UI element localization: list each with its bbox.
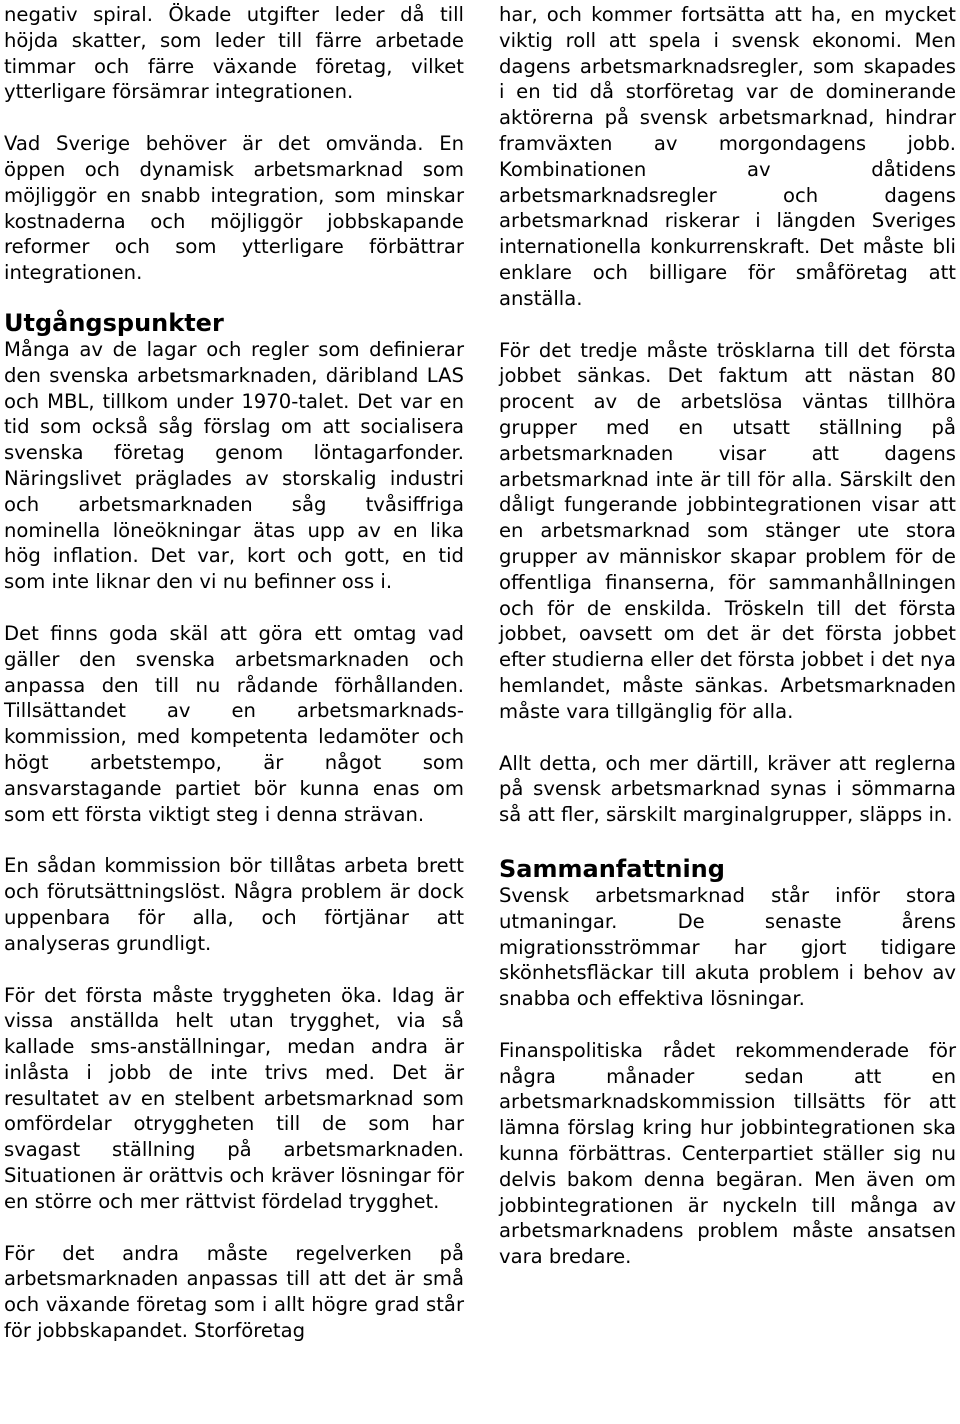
right-column [499, 2, 956, 1296]
section-heading: Utgångspunkter [4, 308, 224, 337]
paragraph: För det tredje måste trösklarna till det första jobbet sänkas. Det faktum att nästan 80 procent av de arbetslösa väntas tillhöra grupper med en utsatt ställning på arbetsmarknaden visar att dagens arbetsmarknad inte är till för alla. Särskilt den dåligt fungerande jobbintegrationen visar att en arbetsmarknad som stänger ute stora grupper av människor skapar problem för de offentliga finanserna, för sammanhållningen och för de enskilda. Tröskeln till det första jobbet, oavsett om det är det första jobbet efter studierna eller det första jobbet i det nya hemlandet, måste sänkas. Arbetsmarknaden måste vara tillgänglig för alla. [499, 338, 956, 723]
paragraph: För det andra måste regelverken på arbetsmarknaden anpassas till att det är små och växande företag som i allt högre grad står för jobbskapandet. Storföretag [4, 1241, 464, 1343]
paragraph: Många av de lagar och regler som definierar den svenska arbetsmarknaden, däribland LAS och MBL, tillkom under 1970-talet. Det var en tid som också såg förslag om att socialisera svenska företag genom löntagarfonder. Näringslivet präglades av storskalig industri och arbetsmarknaden såg tvåsiffriga nominella löneökningar ätas upp av en lika hög inflation. Det var, kort och gott, en tid som inte liknar den vi nu befinner oss i. [4, 337, 464, 594]
paragraph: Finanspolitiska rådet rekommenderade för några månader sedan att en arbetsmarknadskommission tillsätts för att lämna förslag kring hur jobbintegrationen ska kunna förbättras. Centerpartiet ställer sig nu delvis bakom denna begäran. Men även om jobbintegrationen är nyckeln till många av arbetsmarknadens problem måste ansatsen vara bredare. [499, 1038, 956, 1269]
paragraph: Det finns goda skäl att göra ett omtag vad gäller den svenska arbetsmarknaden och anpassa den till nu rådande förhållanden. Tillsättandet av en arbetsmarknads-kommission, med kompetenta ledamöter och högt arbetstempo, är något som ansvarstagande partiet bör kunna enas om som ett första viktigt steg i denna strävan. [4, 621, 464, 826]
paragraph: En sådan kommission bör tillåtas arbeta brett och förutsättningslöst. Några problem är dock uppenbara för alla, och förtjänar att analyseras grundligt. [4, 854, 464, 955]
paragraph: För det första måste tryggheten öka. Idag är vissa anställda helt utan trygghet, via så kallade sms-anställningar, medan andra är inlåsta i jobb de inte trivs med. Det är resultatet av en stelbent arbetsmarknad som omfördelar otryggheten till de som har svagast ställning på arbetsmarknaden. Situationen är orättvis och kräver lösningar för en större och mer rättvist fördelad trygghet. [4, 983, 464, 1213]
paragraph: Allt detta, och mer därtill, kräver att reglerna på svensk arbetsmarknad synas i sömmarna så att fler, särskilt marginalgrupper, släpps in. [499, 751, 956, 827]
paragraph: negativ spiral. Ökade utgifter leder då till höjda skatter, som leder till färre arbetade timmar och färre växande företag, vilket ytterligare försämrar integrationen. [4, 3, 464, 104]
section-heading: Sammanfattning [499, 854, 725, 883]
paragraph: Vad Sverige behöver är det omvända. En öppen och dynamisk arbetsmarknad som möjliggör en snabb integration, som minskar kostnaderna och möjliggör jobbskapande reformer och som ytterligare förbättrar integrationen. [4, 132, 464, 285]
paragraph: har, och kommer fortsätta att ha, en mycket viktig roll att spela i svensk ekonomi. Men dagens arbetsmarknadsregler, som skapades i en tid då storföretag var de dominerande aktörerna på svensk arbetsmarknad, hindrar framväxten av morgondagens jobb. Kombinationen av dåtidens arbetsmarknadsregler och dagens arbetsmarknad riskerar i längden Sveriges internationella konkurrenskraft. Det måste bli enklare och billigare för småföretag att anställa. [499, 3, 956, 310]
paragraph: Svensk arbetsmarknad står inför stora utmaningar. De senaste årens migrationsströmmar har gjort tidigare skönhetsfläckar till akuta problem i behov av snabba och effektiva lösningar. [499, 883, 956, 1011]
left-column [4, 2, 464, 1370]
